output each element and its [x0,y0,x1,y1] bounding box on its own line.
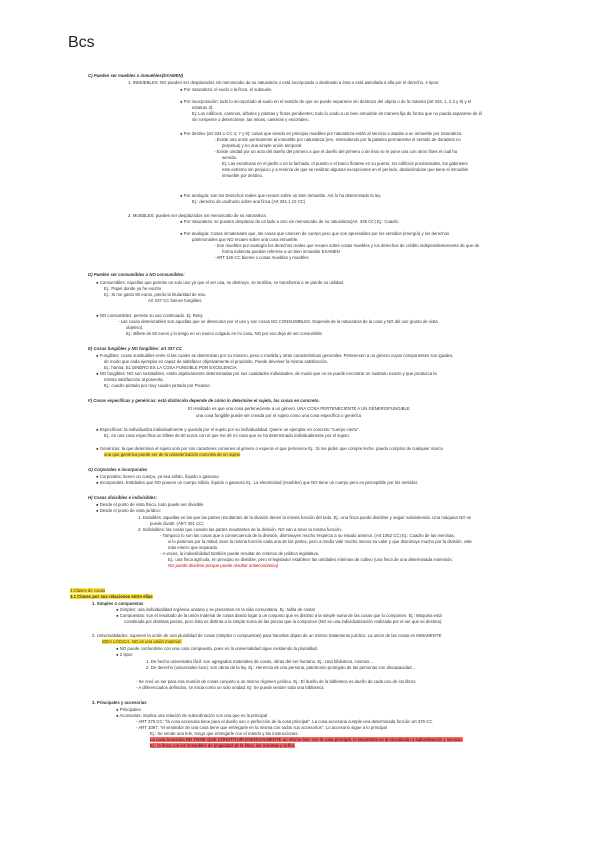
text-line-content: ● Por naturaleza: el suelo o la finca, el subsuelo [180,87,272,92]
text-line-content: ● Por analogía: son los Derechos reales que recaen sobre un bien inmueble. Así lo ha determinado la ley. [180,193,382,198]
text-line-content: ● Desde el punto de vista jurídico: [96,508,161,513]
text-line [88,346,182,351]
text-line [150,521,204,526]
text-line-content: E) Cosas fungibles y NO fungibles: art 337 CC [88,346,183,351]
text-line [92,633,441,638]
text-line-content: Ej: Las esculturas en el jardín o en la fachada, el puesto o el barco flotante en su puerto, los edificios provisionales, los gabinetes [222,161,468,166]
text-line-content: 1. De hecho universales fácil: son agregados materiales de cosas, obras del ser humano. Ej.: Una biblioteca, cosmos... [146,659,373,664]
text-line-content: ● Consumibles: Aquellas que permite un solo uso ya que el ser usa, se destruye, se inutiliza, se transforma o se pierde su utilidad. [96,280,345,285]
text-line-content: patrimoniales que NO recaen sobre una cosa inmueble. [192,237,299,242]
text-line-content: Ej.: derecho de usufructo sobre una finca (Art 334.1 10 CC) [192,199,306,204]
text-line-content: ● Accesorias: implica una relación de subordinación con una que es la principal [116,713,268,718]
text-line [136,679,415,684]
text-line-content: - Son muebles por analogía los derechos reales que recaen sobre cosas muebles y los derechos de crédito independientemente de que de [214,243,480,248]
text-line [146,665,415,670]
text-line-content: - Existe una unión permanente al inmueble por naturaleza (ere, entendiendo por la palabra permanente el sentido de duradera no [214,137,461,142]
text-line [126,331,323,336]
text-line [168,563,278,568]
text-line [192,199,305,204]
text-line [118,319,438,324]
text-line [126,325,143,330]
text-line-content: 3. Principales y accesorias [92,700,147,705]
text-line [116,707,141,712]
text-line-content: inmueble por destino. [222,173,264,178]
text-line-content: 1. Simples o compuestas [92,601,144,606]
text-line-content: sin romperse o deteriorarse, las minas, canteras y escoriales. [192,117,310,122]
text-line [136,725,387,730]
text-line [222,173,263,178]
text-line-content: NO puede dividirse porque puede resultar antieconómica) [168,563,279,568]
text-line-content: G) Corporales e incorporales [88,467,148,472]
page-title: Bcs [68,34,95,51]
text-line [168,539,472,544]
text-line-content: 2. Indivisibles: las cosas que cuando las partes resultantes de la división, NO van a tener la misma función. [138,527,342,532]
text-line [138,527,342,532]
text-line-content: La cosa accesoria NO TIENE QUE CONSTITUIR ESENCIALMENTE un mismo bien con la cosa principal, lo importante es la vinculación o subordinación y servicio. [150,737,463,742]
text-line [222,249,340,254]
text-line-content: - Se creó un ser para esa reunión de cosas conjunto a un mismo régimen jurídico. Ej.: El dueño de la biblioteca es dueño de cada uno de los libros [136,679,416,684]
text-line [116,652,132,657]
text-line-content: objetivo). [126,325,144,330]
text-line-content: IDEA LÓGICA. NO es una unión material. [102,639,182,644]
text-line [96,480,417,485]
text-line-content: constituida por distintas piezas, pero ésta es distinta a la simple suma de las piezas que la componen (NO es una individualización realizada por el ser que se destina). [124,619,443,624]
text-line [188,406,410,411]
text-line-content: - Existe unidad por un acto del dueño del primero a que el dueño del primero o de ésto se le pone una con otros fines el cual ha [214,149,458,154]
text-line [96,427,360,432]
text-line [96,508,161,513]
text-line-content: - ART 1097: "el vendedor de una cosa tiene que entregarle en la misma con todos sus accesorios". Lo accesorio sigue a lo principal [136,725,387,730]
text-line-content: - A diferenciados definidos, se inicia como un solo unidad. Ej: Se puede vender toda una biblioteca [136,685,324,690]
text-line-content: 1. INMUEBLES: NO pueden ser desplazados sin menoscabo de su naturaleza o está incorporado o destinado a ésta o está asimilada a ella por el derecho. 4 tipos: [128,80,440,85]
text-line [88,398,320,403]
text-line-content: D) Pueden ser consumibles o NO consumibles: [88,272,185,277]
text-line [168,557,453,562]
text-line-content: ● NO puede confundirse con una cosa compuesta, pues en la universalidad sigue existiendo la pluralidad. [116,646,319,651]
text-line-content: ● NO consumibles: permite su uso continuado. Ej: Reloj [96,313,203,318]
text-line-content: perpetua) y no una simple unión temporal [222,143,302,148]
text-line-content: si lo partimos por la mitad, tiene la misma función cada una de las partes, pero a medio vale mucho menos su valor y que disminuye mucho por la división, vale [168,539,472,544]
text-line-content: 2. MUEBLES: pueden ser desplazados sin menoscabo de su naturaleza. [128,213,267,218]
text-line-content: forma indirecta puedan referirse a un bien inmueble EXAMEN [222,249,340,254]
text-line [124,619,442,624]
text-line [88,467,147,472]
text-line [104,452,240,457]
text-line [222,161,468,166]
text-line-content: H) Cosas divisibles e indivisibles: [88,495,158,500]
text-line [116,646,318,651]
text-line-content: Ej.: harina, EL DINERO ES LA COSA FUNGIBLE POR EXCELENCIA [104,365,237,370]
text-line-content: misma satisfacción al poseerla. [104,377,164,382]
text-line [148,298,202,303]
text-line [138,515,471,520]
text-line-content: puede dividir. (ART 401 CC) [150,521,204,526]
text-line-content: estatuto 3). [192,105,214,110]
text-line [222,155,237,160]
text-line-content: Ej.: Si me gasto 50 euros, pierdo la titularidad de esa. [104,292,206,297]
text-line [222,143,301,148]
text-line-content: ● Incorporales: Entidades que NO poseen un cuerpo sólido, líquido o gaseoso Ej.: La electricidad (muebles) que NO tiene un cuerpo pero es perceptible por los sentidos [96,480,418,485]
text-line-content: Ej.: en una cosa específica un billete de 50 euros con el que me dé mi cosa que se ha determinado individualmente por el sujeto. [104,433,350,438]
text-line-content: ● Específicas: la individualiza individualmente y querida por el sujeto por su individualidad. Quiere un ejemplar en concreto "cuerpo cierto". [96,427,360,432]
text-line [214,255,309,260]
text-line [96,502,203,507]
text-line [192,111,482,116]
text-line-content: servido. [222,155,238,160]
text-line-content: Ej.: la finca con los inmuebles de propiedad de la finca, las macetas y la flor. [150,743,295,748]
text-line-content: Ej.: Se vende una tele, tengo que entregarle con el mando y las instrucciones. [150,731,299,736]
text-line-content: - A veces, la indivisibilidad también puede resultar de criterios de política legislativa. [160,551,320,556]
text-line [214,243,479,248]
text-line [116,613,442,618]
text-line [104,292,206,297]
text-line-content: 3.Clases de cosas [70,588,106,593]
text-line-content: F) Cosas específicas y genéricas: está distinción depende de cómo lo determine el sujeto, las cosas en concreto. [88,398,320,403]
text-line [96,280,344,285]
text-line-content: una que genérica puede ser de la caracterización concreta de un sujeto [104,452,241,457]
text-line-content: C) Pueden ser muebles o inmuebles(EXAMEN) [88,73,184,78]
text-line-content: El resultado es que una cosa perteneciente a un género. UNA COSA PERTENECIENTE A UN GÉNERO/FUNGIBLE [188,406,410,411]
text-line [96,371,437,376]
text-line-content: - Tampoco lo son las cosas que a consecuencia de la división, disminuyen mucho respecto a su estado anterior. (Art 1062 CC) Ej.: Cuadro de las meninas, [160,533,455,538]
text-line [92,700,147,705]
text-line-content: - ART 376 CC: "la cosa accesoria tiene para el dueño uso o perfección de la cosa principal". La cosa accesoria cumple una determinada función art 376 CC [136,719,433,724]
text-line [88,272,185,277]
text-line [192,237,298,242]
text-line [104,359,328,364]
text-line [222,167,468,172]
text-line [214,137,461,142]
text-line-content: ● Corporales: tienen un cuerpo, ya sea sólido, líquido o gaseoso [96,474,219,479]
text-line [168,545,218,550]
text-line-content: de modo que cada ejemplar es capaz de satisfacer objetivamente el propósito. Puede devolver la misma satisfacción. [104,359,329,364]
text-line-content: ● Por destino (art 334.1 CC 4, 7 y 9): cosas que siendo en principio muebles por naturaleza están al servicio o atadas a un inmueble por naturaleza. [180,131,463,136]
text-line-content: 3.1 Clases por sus relaciones entre ellas [70,594,153,599]
text-line [214,149,457,154]
text-line [104,433,350,438]
text-line [180,131,462,136]
text-line [70,594,153,599]
text-line-content: Art 337 CC bienes fungibles [148,298,202,303]
text-line-content: 2. Universalidades: suponen la unión de una pluralidad de cosas (simples o compuestas) para hacerlas objeto de un mismo tratamiento jurídico. La unión de las cosas es INMANENTE [92,633,442,638]
text-line [160,533,455,538]
text-line [180,193,381,198]
text-line [96,313,203,318]
text-line-content: 1. Divisibles: aquellas en las que las partes resultantes de la división tienen la misma función del todo. Ej.: una finca puede dividirse y seguir subsistiendo. Una máquina NO se [138,515,472,520]
text-line-content: más entero que separado. [168,545,219,550]
text-line [128,213,267,218]
text-line-content: ● Principales [116,707,141,712]
text-line [180,231,449,236]
text-line-content: Ej.: cuadro pintado por muy cuadro pintado por Picasso [104,383,210,388]
text-line [104,383,210,388]
text-line-content: ● Genéricas: la que determina el sujeto solo por sus caracteres comunes al género o especie el que pertenece Ej.: Si me piden que compre leche, puedo comprar de cualquier marca [96,446,443,451]
text-line [136,719,432,724]
text-line [146,659,373,664]
text-line [104,365,237,370]
text-line-content: 2. De derecho (universales luce): son obras de la ley. Ej.: Herencia de una persona, patrimonio protegido de las personas con discapacidad... [146,665,416,670]
text-line-content: - Las cosas deteriorables son aquellas que se deterioran por el uso y son cosas NO CONSUMIBLES. Depende de la naturaleza de la cosa y NO del uso (punto de vista [118,319,438,324]
text-line [160,551,319,556]
text-line [88,495,157,500]
text-line [70,588,105,593]
text-line [96,353,453,358]
text-line [96,446,443,451]
text-line-content: ● Por analogía: Cosas inmateriales que, las cosas que carecen de cuerpo pero que son apreciables por los sentidos (energía) y los derechos [180,231,450,236]
text-line [102,639,182,644]
text-line-content: ● Simples: una individualidad orgánica unitaria y se presentan en la vida comunitaria. Ej.: tabla de cristal [116,607,315,612]
text-line-content: Ej: Los edificios, caminos, árboles y plantas y frutos pendientes; todo lo unido a un bien inmueble de manera fija de forma que no pueda separarse de él [192,111,482,116]
text-line [92,601,143,606]
text-line [180,87,271,92]
text-line [180,99,471,104]
text-line-content: ● Compuestas: son el resultado de la unión material de cosas dando lugar a un conjunto que es distinto a la simple suma de las cosas que lo componen. Ej.: Máquina está [116,613,442,618]
text-line [116,713,267,718]
text-line-content: ● Por naturaleza: se pueden desplazar de un lado a otro sin menoscabo de su naturaleza(Art. 335 CC) Ej.: Cuadro [180,219,399,224]
text-line-content: ● Fungibles: cosas sustituibles entre sí las cuales se determinan por su número, peso o medida y otras características generales. Pertenecen a un género cuyos componentes son iguales, [96,353,454,358]
text-line-content: - ART 346 CC bienes o cosas muebles y muebles [214,255,309,260]
text-line-content: Ej.: Papel donde ya he escrito [104,286,162,291]
text-line [180,219,399,224]
text-line [104,377,164,382]
text-line [104,286,161,291]
text-line [150,731,299,736]
text-line [136,685,324,690]
text-line [128,80,439,85]
text-line-content: ● Por incorporación: todo lo incorporado al suelo en el sentido de que no puede separarse sin destrozo del objeto o de la materia (art 334. 1, 2,3 y 8) y el [180,99,472,104]
text-line-content: Ej.: Billete de 50 euros y lo tengo en un marco colgado en mi casa, NO por eso deja de ser consumible. [126,331,324,336]
text-line [150,743,295,748]
text-line-content: ● Desde el punto de vista físico, todo puede ser divisible [96,502,204,507]
text-line [96,474,219,479]
text-line-content: una cosa fungible puede ser creada por el sujeto como una cosa específica o genérica [196,413,362,418]
text-line [192,117,309,122]
text-line [88,73,183,78]
text-line-content: ● NO fungibles: NO son sustituibles, están objetivamente determinadas por sus cualidades individuales, de modo que no se puede encontrar un sustituto exacto y que produzca la [96,371,437,376]
text-line [192,105,214,110]
text-line-content: este extremo sin perjuicio y a reserva de que se realizan algunas excepciones en el período, deduciéndose que tiene el inmueble [222,167,469,172]
text-line-content: Ej.: una finca agrícola, en principio es divisible, pero el legislador establece las unidades mínimas de cultivo (una finca de una determinada extensión. [168,557,453,562]
text-line-content: ● 2 tipos [116,652,133,657]
text-line [116,607,315,612]
text-line [196,413,361,418]
text-line [150,737,463,742]
